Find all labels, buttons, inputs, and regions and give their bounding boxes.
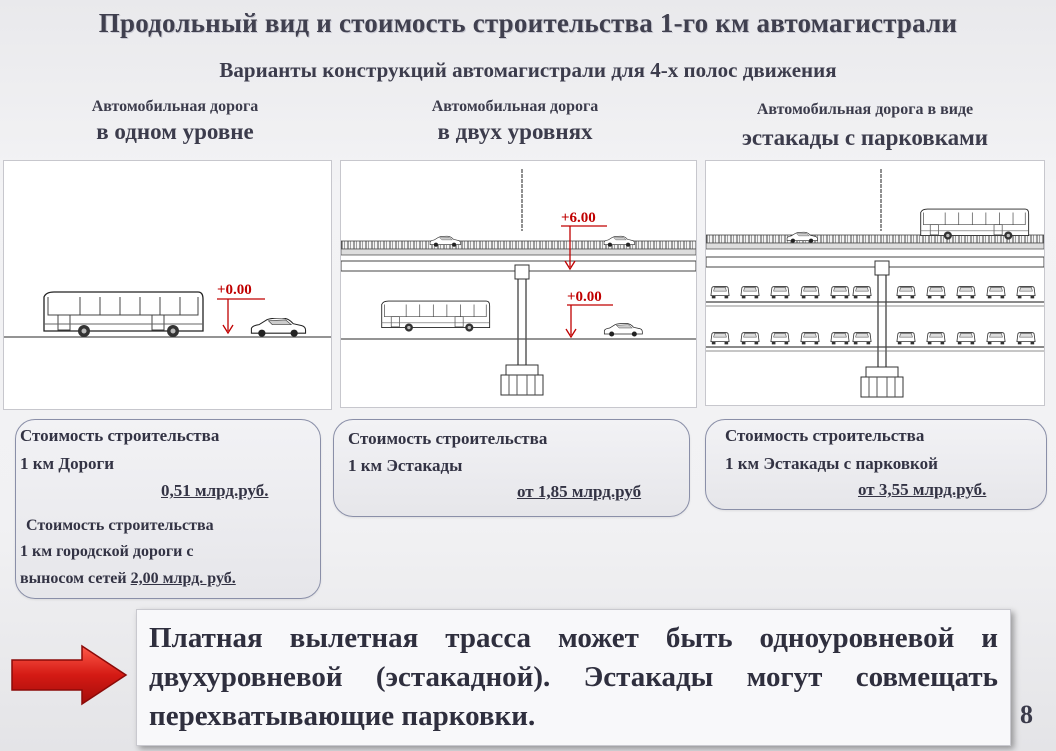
cost-unit-city: 1 км городской дороги с <box>20 543 194 560</box>
column-header-line2: эстакады с парковками <box>741 125 989 150</box>
parking-row-lower <box>711 333 1035 345</box>
cost-label-city: Стоимость строительства <box>26 517 214 534</box>
cost-unit: 1 км Эстакады <box>348 456 463 475</box>
column-header-line2: в двух уровнях <box>437 119 593 144</box>
level-mark: +6.00 <box>561 210 596 226</box>
column-header-two-levels <box>360 98 670 145</box>
level-mark: +0.00 <box>217 282 252 298</box>
bus-icon <box>921 209 1029 240</box>
cost-value: 0,51 млрд.руб. <box>161 481 269 500</box>
cost-value: от 3,55 млрд.руб. <box>858 480 987 499</box>
slide-title: Продольный вид и стоимость строительства 1-го км автомагистрали <box>98 8 958 38</box>
bus-icon <box>44 292 203 337</box>
cost-unit: 1 км Эстакады с парковкой <box>725 454 938 473</box>
cost-unit-city-networks-text: выносом сетей <box>20 570 127 587</box>
car-icon <box>251 318 305 337</box>
slide-subtitle: Варианты конструкций автомагистрали для 4-х полос движения <box>219 58 837 82</box>
column-header-line1: Автомобильная дорога в виде <box>756 101 974 118</box>
cost-box-one-level <box>15 419 321 599</box>
cost-value-city: 2,00 млрд. руб. <box>130 570 236 587</box>
cost-label: Стоимость строительства <box>348 429 548 448</box>
parking-row-upper <box>711 287 1035 299</box>
cost-unit: 1 км Дороги <box>20 454 115 473</box>
conclusion-callout: Платная вылетная трасса может быть одноуровневой и двухуровневой (эстакадной). Эстакады могут совмещать перехватывающие парковки. <box>136 609 1011 746</box>
column-header-one-level <box>20 98 330 145</box>
cost-value: от 1,85 млрд.руб <box>517 482 642 501</box>
diagram-two-level-road <box>340 160 697 408</box>
cost-unit-city-networks <box>20 566 236 592</box>
cost-label: Стоимость строительства <box>725 426 925 445</box>
level-mark: +0.00 <box>567 289 602 305</box>
red-arrow-icon <box>10 644 128 706</box>
bus-icon <box>382 301 490 332</box>
cost-label: Стоимость строительства <box>20 426 220 445</box>
column-header-overpass-parking <box>700 101 1030 151</box>
diagram-overpass-with-parking <box>705 160 1045 406</box>
car-icon <box>604 323 642 336</box>
cost-box-overpass-parking <box>705 419 1047 510</box>
column-header-line1: Автомобильная дорога <box>91 98 259 115</box>
cost-box-two-levels <box>333 419 690 517</box>
diagram-one-level-road <box>3 160 332 410</box>
column-header-line1: Автомобильная дорога <box>431 98 599 115</box>
column-header-line2: в одном уровне <box>96 119 254 144</box>
page-number: 8 <box>1020 700 1033 729</box>
